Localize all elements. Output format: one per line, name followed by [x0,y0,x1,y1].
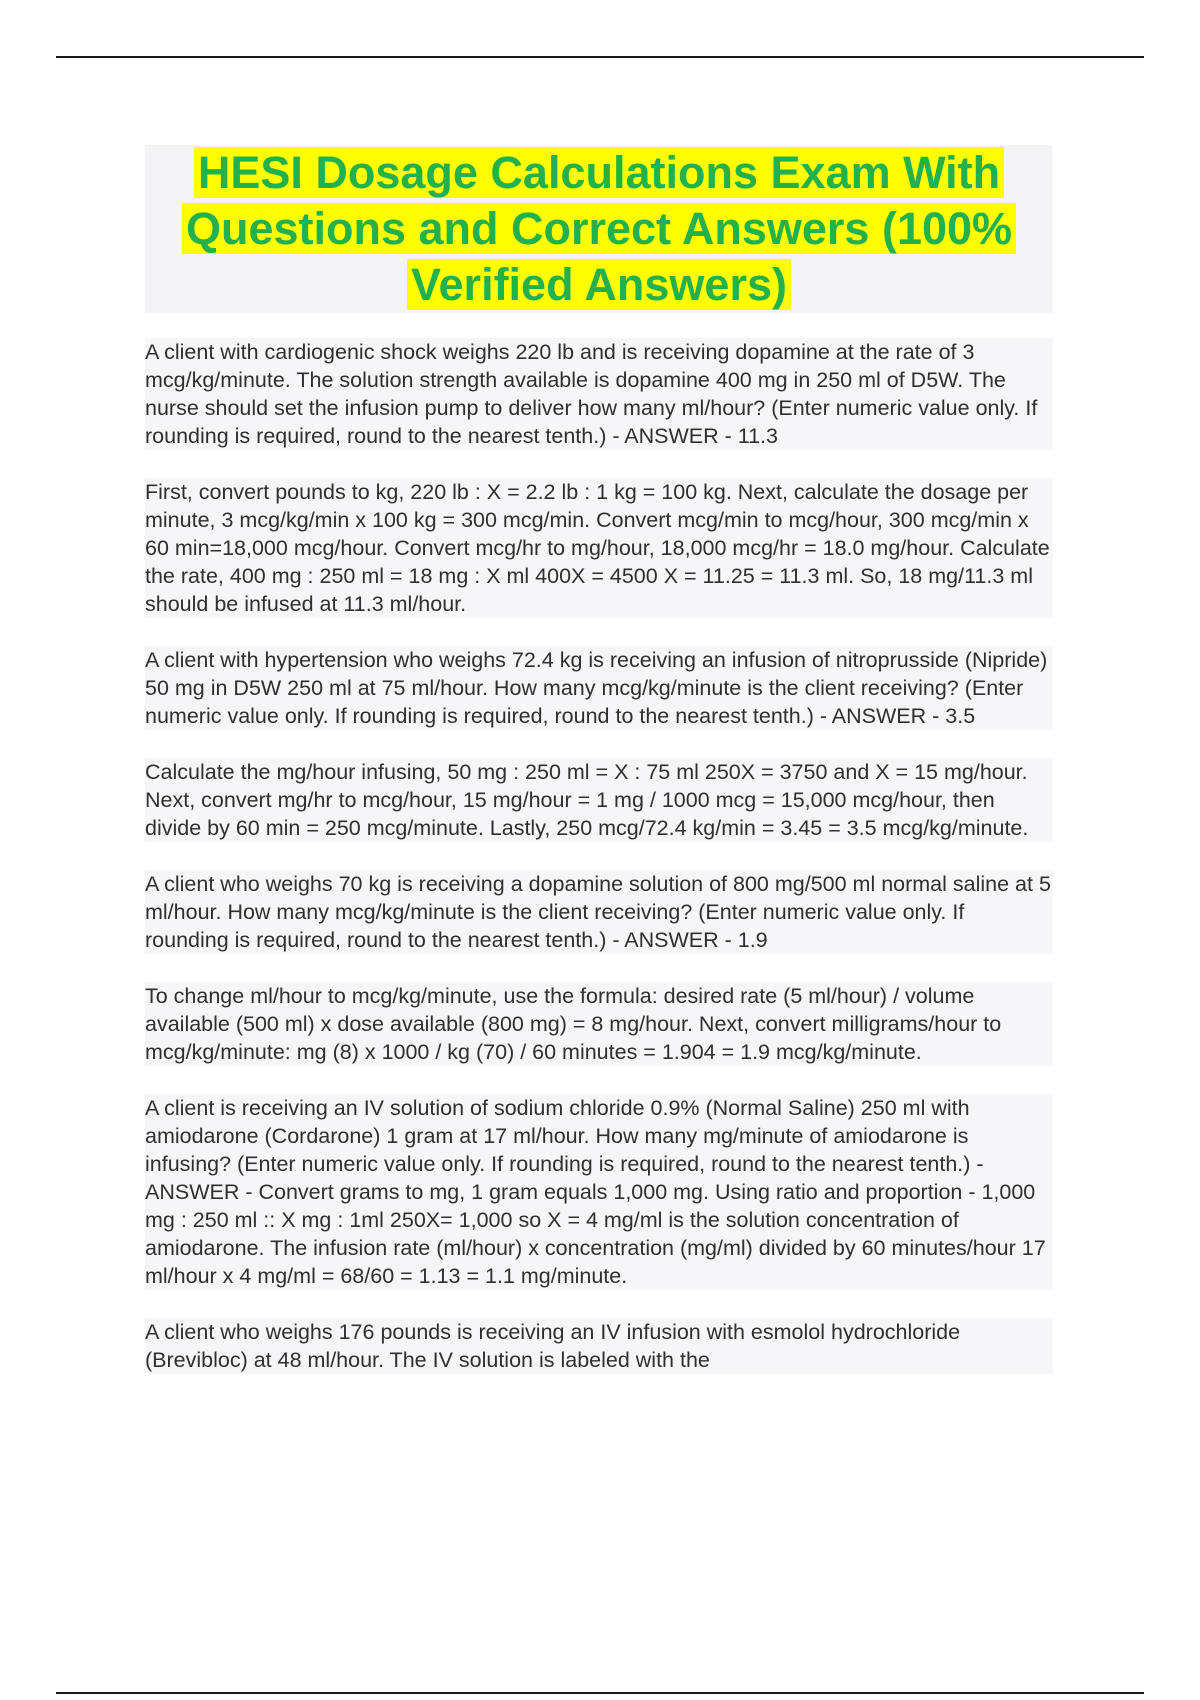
question-paragraph: A client with cardiogenic shock weighs 220 lb and is receiving dopamine at the rate of 3 mcg/kg/minute. The solution strength available is dopamine 400 mg in 250 ml of D5W. The nurse should set the infusion pump to deliver how many ml/hour? (Enter numeric value only. If rounding is required, round to the nearest tenth.) - ANSWER - 11.3 [145,338,1053,450]
explanation-paragraph: First, convert pounds to kg, 220 lb : X = 2.2 lb : 1 kg = 100 kg. Next, calculate the dosage per minute, 3 mcg/kg/min x 100 kg = 300 mcg/min. Convert mcg/min to mcg/hour, 300 mcg/min x 60 min=18,000 mcg/hour. Convert mcg/hr to mg/hour, 18,000 mcg/hr = 18.0 mg/hour. Calculate the rate, 400 mg : 250 ml = 18 mg : X ml 400X = 4500 X = 11.25 = 11.3 ml. So, 18 mg/11.3 ml should be infused at 11.3 ml/hour. [145,478,1053,618]
bottom-rule [56,1692,1144,1694]
title-block [145,145,1053,313]
question-paragraph: A client who weighs 176 pounds is receiving an IV infusion with esmolol hydrochloride (Brevibloc) at 48 ml/hour. The IV solution is labeled with the [145,1318,1053,1374]
document-title: HESI Dosage Calculations Exam With Questions and Correct Answers (100% Verified Answers) [182,147,1016,310]
question-paragraph: A client who weighs 70 kg is receiving a dopamine solution of 800 mg/500 ml normal saline at 5 ml/hour. How many mcg/kg/minute is the client receiving? (Enter numeric value only. If rounding is required, round to the nearest tenth.) - ANSWER - 1.9 [145,870,1053,954]
document-body [145,338,1053,1402]
explanation-paragraph: To change ml/hour to mcg/kg/minute, use the formula: desired rate (5 ml/hour) / volume available (500 ml) x dose available (800 mg) = 8 mg/hour. Next, convert milligrams/hour to mcg/kg/minute: mg (8) x 1000 / kg (70) / 60 minutes = 1.904 = 1.9 mcg/kg/minute. [145,982,1053,1066]
question-paragraph: A client with hypertension who weighs 72.4 kg is receiving an infusion of nitroprusside (Nipride) 50 mg in D5W 250 ml at 75 ml/hour. How many mcg/kg/minute is the client receiving? (Enter numeric value only. If rounding is required, round to the nearest tenth.) - ANSWER - 3.5 [145,646,1053,730]
top-rule [56,56,1144,58]
explanation-paragraph: Calculate the mg/hour infusing, 50 mg : 250 ml = X : 75 ml 250X = 3750 and X = 15 mg/hour. Next, convert mg/hr to mcg/hour, 15 mg/hour = 1 mg / 1000 mcg = 15,000 mcg/hour, then divide by 60 min = 250 mcg/minute. Lastly, 250 mcg/72.4 kg/min = 3.45 = 3.5 mcg/kg/minute. [145,758,1053,842]
question-paragraph: A client is receiving an IV solution of sodium chloride 0.9% (Normal Saline) 250 ml with amiodarone (Cordarone) 1 gram at 17 ml/hour. How many mg/minute of amiodarone is infusing? (Enter numeric value only. If rounding is required, round to the nearest tenth.) - ANSWER - Convert grams to mg, 1 gram equals 1,000 mg. Using ratio and proportion - 1,000 mg : 250 ml :: X mg : 1ml 250X= 1,000 so X = 4 mg/ml is the solution concentration of amiodarone. The infusion rate (ml/hour) x concentration (mg/ml) divided by 60 minutes/hour 17 ml/hour x 4 mg/ml = 68/60 = 1.13 = 1.1 mg/minute. [145,1094,1053,1290]
